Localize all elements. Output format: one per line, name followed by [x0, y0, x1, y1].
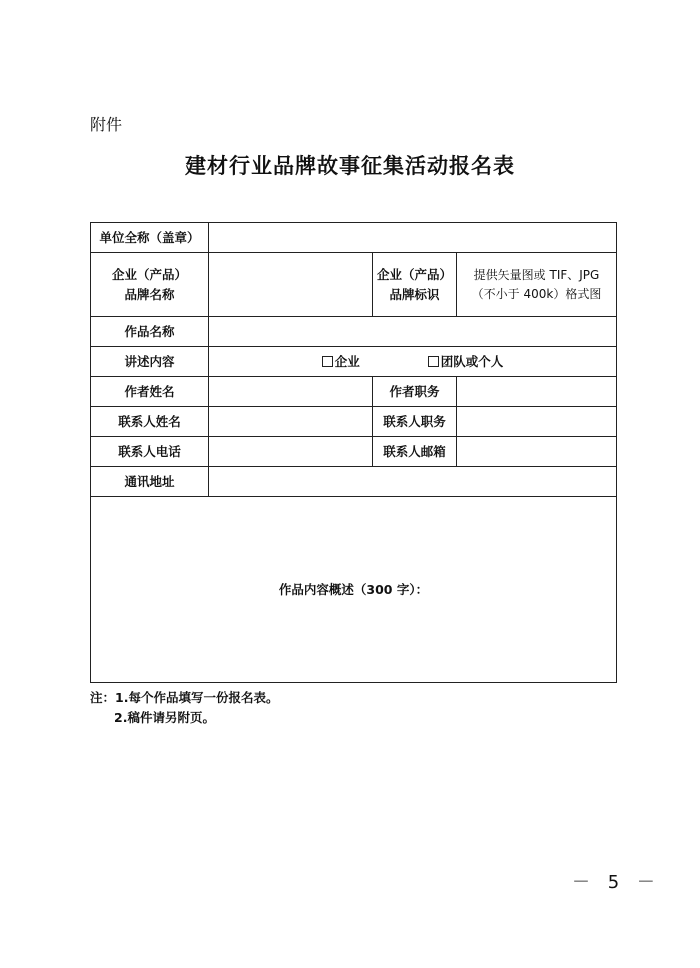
brand-name-label-line1: 企业（产品）: [111, 267, 187, 283]
author-position-label: 作者职务: [373, 377, 457, 407]
brand-logo-label-line1: 企业（产品）: [376, 267, 452, 283]
row-address: [91, 467, 617, 497]
checkbox-enterprise-icon[interactable]: [322, 356, 333, 367]
contact-name-field[interactable]: [209, 407, 373, 437]
row-work-name: [91, 317, 617, 347]
row-unit-name: [91, 223, 617, 253]
note-2: 2.稿件请另附页。: [114, 710, 215, 725]
brand-name-label: [91, 253, 209, 317]
row-brand: [91, 253, 617, 317]
brand-logo-label-line2: 品牌标识: [389, 286, 440, 302]
author-name-label: 作者姓名: [91, 377, 209, 407]
brand-name-label-line2: 品牌名称: [124, 286, 175, 302]
contact-name-label: 联系人姓名: [91, 407, 209, 437]
notes: [90, 688, 278, 728]
option-enterprise[interactable]: [322, 352, 360, 371]
form-title: 建材行业品牌故事征集活动报名表: [185, 154, 515, 178]
work-name-field[interactable]: [209, 317, 617, 347]
registration-form-table: [90, 222, 617, 683]
unit-full-name-label: 单位全称（盖章）: [91, 223, 209, 253]
contact-email-label: 联系人邮箱: [373, 437, 457, 467]
author-name-field[interactable]: [209, 377, 373, 407]
narrator-options: [209, 347, 617, 377]
row-author: [91, 377, 617, 407]
address-field[interactable]: [209, 467, 617, 497]
logo-format-note-line2: （不小于 400k）格式图: [471, 286, 602, 301]
narrator-label: 讲述内容: [91, 347, 209, 377]
summary-field[interactable]: [91, 497, 617, 683]
author-position-field[interactable]: [457, 377, 617, 407]
row-contact-info: [91, 437, 617, 467]
contact-position-label: 联系人职务: [373, 407, 457, 437]
brand-logo-field[interactable]: [457, 253, 617, 317]
option-team-label: 团队或个人: [440, 353, 504, 369]
attachment-label: 附件: [90, 115, 123, 134]
contact-phone-label: 联系人电话: [91, 437, 209, 467]
option-team[interactable]: [428, 352, 504, 371]
checkbox-team-icon[interactable]: [428, 356, 439, 367]
contact-position-field[interactable]: [457, 407, 617, 437]
contact-phone-field[interactable]: [209, 437, 373, 467]
work-name-label: 作品名称: [91, 317, 209, 347]
row-narrator: [91, 347, 617, 377]
summary-label: 作品内容概述（300 字）：: [278, 581, 429, 597]
page-number: － 5 －: [572, 872, 661, 893]
option-enterprise-label: 企业: [334, 353, 360, 369]
row-summary: [91, 497, 617, 683]
brand-logo-label: [373, 253, 457, 317]
logo-format-note-line1: 提供矢量图或 TIF、JPG: [473, 267, 600, 282]
note-1: 注：1.每个作品填写一份报名表。: [90, 690, 279, 705]
unit-full-name-field[interactable]: [209, 223, 617, 253]
address-label: 通讯地址: [91, 467, 209, 497]
contact-email-field[interactable]: [457, 437, 617, 467]
brand-name-field[interactable]: [209, 253, 373, 317]
row-contact: [91, 407, 617, 437]
